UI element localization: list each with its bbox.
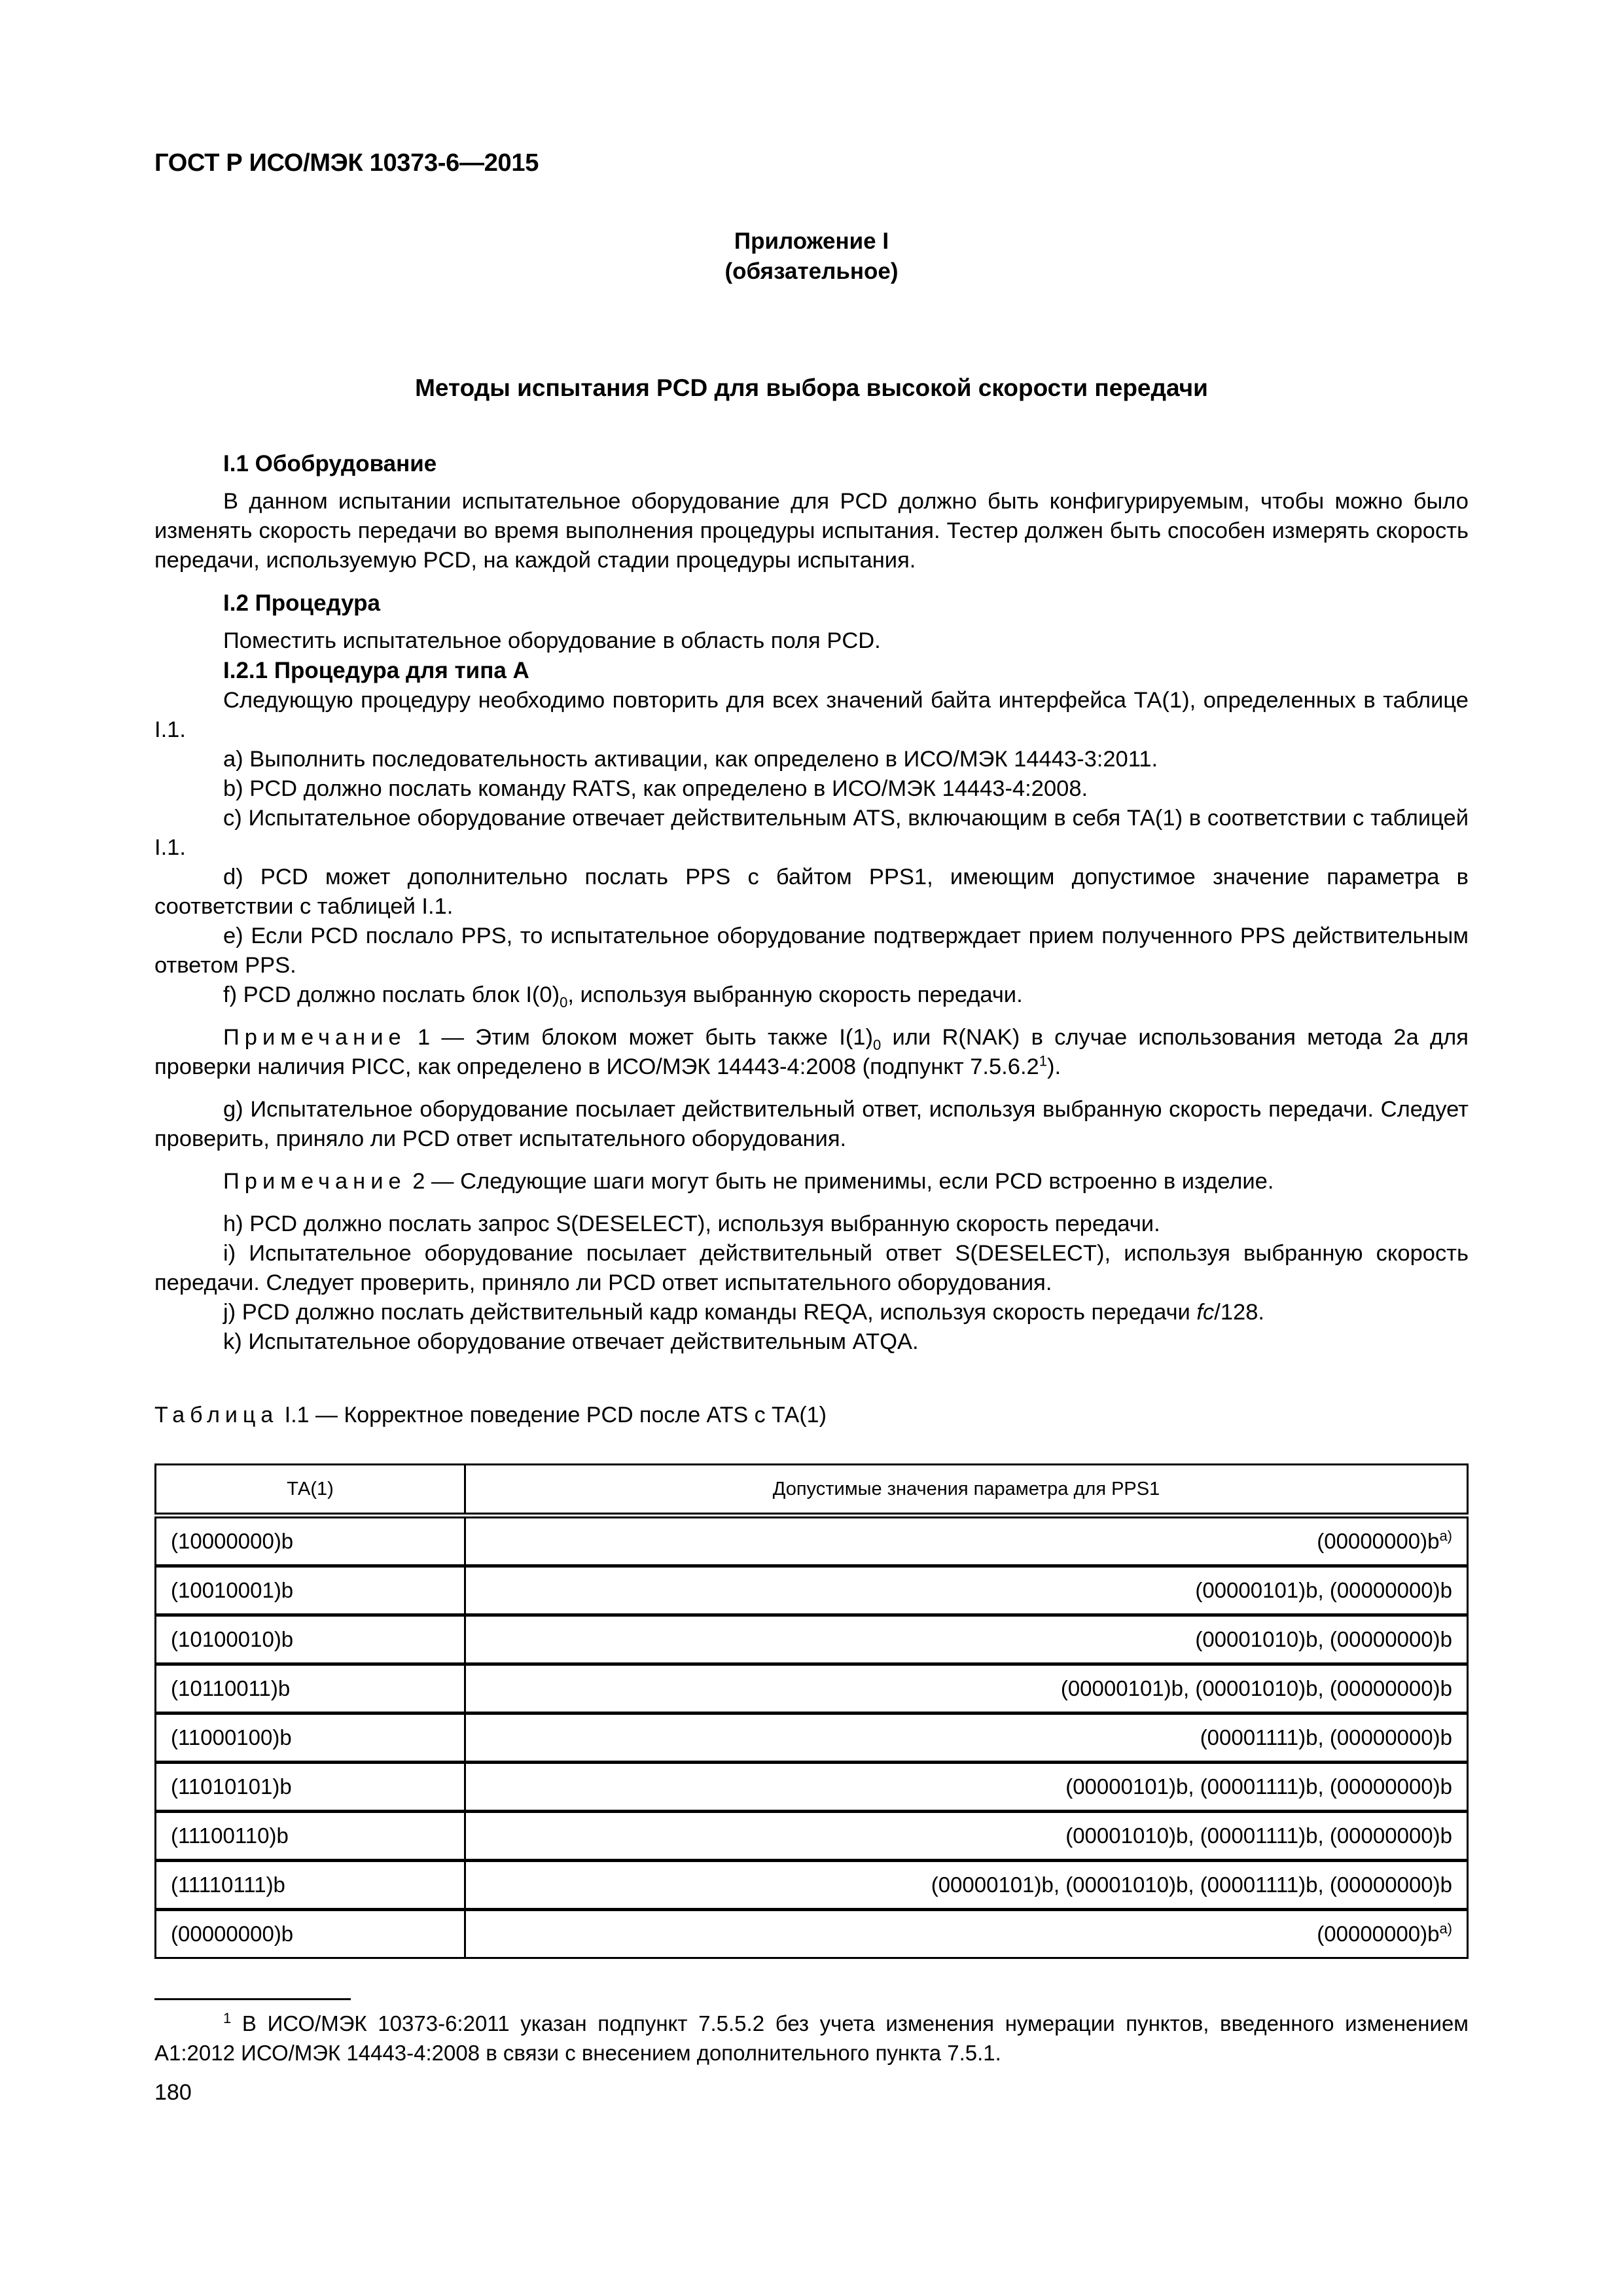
cell-pps1 (465, 1615, 1468, 1664)
section-heading-i2: I.2 Процедура (223, 590, 381, 616)
appendix-heading (0, 226, 1623, 287)
cell-pps1 (465, 1516, 1468, 1566)
cell-ta1: (11000100)b (156, 1713, 465, 1763)
cell-pps1-value: (00000000)b (1317, 1922, 1440, 1946)
step-b: b) PCD должно послать команду RATS, как определено в ИСО/МЭК 14443-4:2008. (223, 776, 1088, 801)
cell-pps1-value: (00000101)b, (00000000)b (1195, 1578, 1452, 1602)
cell-ta1: (10000000)b (156, 1516, 465, 1566)
cell-pps1 (465, 1566, 1468, 1615)
note-2-label: Примечание (223, 1169, 406, 1194)
cell-pps1-value: (00000000)b (1317, 1529, 1440, 1553)
cell-pps1-value: (00000101)b, (00001010)b, (00000000)b (1060, 1676, 1452, 1700)
cell-pps1 (465, 1763, 1468, 1812)
cell-pps1 (465, 1812, 1468, 1861)
cell-pps1 (465, 1910, 1468, 1958)
table-note-ref: a) (1439, 1528, 1452, 1544)
table-row (156, 1861, 1468, 1910)
footnote-ref[interactable]: 1 (1039, 1052, 1047, 1069)
paragraph-i1: В данном испытании испытательное оборудование для PCD должно быть конфигурируемым, чтобы можно было изменять скорость передачи во время выполнения процедуры испытания. Тестер должен быть способен измерять скорость передачи, используемую PCD, на каждой стадии процедуры испытания. (154, 489, 1469, 573)
footnote (154, 2009, 1469, 2068)
pps-table (154, 1463, 1469, 1959)
paragraph-i2: Поместить испытательное оборудование в область поля PCD. (223, 628, 881, 653)
column-header-pps1: Допустимые значения параметра для PPS1 (465, 1465, 1468, 1516)
table-caption-label: Таблица (154, 1403, 279, 1427)
note-1 (154, 1023, 1469, 1082)
footnote-marker: 1 (223, 2010, 232, 2026)
cell-ta1: (10100010)b (156, 1615, 465, 1664)
step-e: e) Если PCD послало PPS, то испытательное оборудование подтверждает прием полученного PPS действительным ответом PPS. (154, 924, 1469, 978)
table-row (156, 1763, 1468, 1812)
footnote-text: В ИСО/МЭК 10373-6:2011 указан подпункт 7.5.5.2 без учета изменения нумерации пунктов, введенного изменением А1:2012 ИСО/МЭК 14443-4:2008 в связи с внесением дополнительного пункта 7.5.1. (154, 2011, 1469, 2065)
table-caption-text: I.1 — Корректное поведение PCD после ATS с ТА(1) (278, 1403, 827, 1427)
cell-ta1: (10010001)b (156, 1566, 465, 1615)
cell-pps1 (465, 1713, 1468, 1763)
appendix-status: (обязательное) (724, 259, 899, 284)
main-title: Методы испытания PCD для выбора высокой скорости передачи (415, 374, 1208, 401)
step-f (154, 980, 1469, 1010)
footnote-separator (154, 1998, 351, 2000)
cell-pps1 (465, 1861, 1468, 1910)
step-d: d) PCD может дополнительно послать PPS с байтом PPS1, имеющим допустимое значение параметра в соответствии с таблицей I.1. (154, 865, 1469, 919)
step-f-text: f) PCD должно послать блок I(0) (223, 982, 560, 1007)
step-c: c) Испытательное оборудование отвечает действительным ATS, включающим в себя ТА(1) в соответствии с таблицей I.1. (154, 806, 1469, 860)
paragraph-i21-intro: Следующую процедуру необходимо повторить для всех значений байта интерфейса ТА(1), определенных в таблице I.1. (154, 688, 1469, 742)
step-h: h) PCD должно послать запрос S(DESELECT), используя выбранную скорость передачи. (223, 1211, 1160, 1236)
step-g: g) Испытательное оборудование посылает действительный ответ, используя выбранную скорость передачи. Следует проверить, приняло ли PCD ответ испытательного оборудования. (154, 1097, 1469, 1151)
table-row (156, 1910, 1468, 1958)
cell-pps1-value: (00000101)b, (00001111)b, (00000000)b (1065, 1774, 1452, 1799)
step-a: a) Выполнить последовательность активации, как определено в ИСО/МЭК 14443-3:2011. (223, 747, 1158, 772)
table-row (156, 1713, 1468, 1763)
cell-pps1 (465, 1664, 1468, 1713)
table-header-row (156, 1465, 1468, 1516)
note-1-subscript: 0 (872, 1036, 882, 1053)
table-caption (154, 1403, 827, 1428)
note-1-text-end: ). (1046, 1054, 1061, 1079)
cell-ta1: (11110111)b (156, 1861, 465, 1910)
step-j-text-end: /128. (1214, 1300, 1264, 1325)
step-i: i) Испытательное оборудование посылает действительный ответ S(DESELECT), используя выбранную скорость передачи. Следует проверить, приняло ли PCD ответ испытательного оборудования. (154, 1241, 1469, 1295)
column-header-ta1: ТА(1) (156, 1465, 465, 1516)
note-2 (154, 1167, 1469, 1196)
cell-ta1: (00000000)b (156, 1910, 465, 1958)
section-heading-i1: I.1 Обобрудование (223, 451, 437, 476)
body-text (154, 449, 1469, 1357)
cell-pps1-value: (00000101)b, (00001010)b, (00001111)b, (00000000)b (931, 1873, 1452, 1897)
cell-ta1: (11100110)b (156, 1812, 465, 1861)
step-j-italic: fc (1196, 1300, 1215, 1325)
cell-pps1-value: (00001010)b, (00000000)b (1195, 1627, 1452, 1651)
step-j (154, 1298, 1469, 1327)
page-number: 180 (154, 2080, 192, 2105)
note-1-text-mid: или R(NAK) в случае использования метода 2а для проверки наличия PICC, как определено в ИСО/МЭК 14443-4:2008 (подпункт 7.5.6.2 (154, 1025, 1469, 1079)
step-j-text: j) PCD должно послать действительный кадр команды REQA, используя скорость передачи (223, 1300, 1197, 1325)
table-row (156, 1812, 1468, 1861)
table-note-ref: a) (1439, 1920, 1452, 1937)
table-row (156, 1516, 1468, 1566)
table-row (156, 1615, 1468, 1664)
note-1-label: Примечание (223, 1025, 406, 1050)
document-header: ГОСТ Р ИСО/МЭК 10373-6—2015 (154, 149, 539, 177)
step-f-text-end: , используя выбранную скорость передачи. (567, 982, 1023, 1007)
cell-pps1-value: (00001010)b, (00001111)b, (00000000)b (1065, 1823, 1452, 1848)
table-row (156, 1566, 1468, 1615)
section-heading-i21: I.2.1 Процедура для типа А (223, 658, 529, 683)
note-2-text: 2 — Следующие шаги могут быть не применимы, если PCD встроенно в изделие. (406, 1169, 1274, 1194)
appendix-title: Приложение I (734, 228, 889, 254)
cell-ta1: (11010101)b (156, 1763, 465, 1812)
step-k: k) Испытательное оборудование отвечает действительным ATQA. (223, 1329, 919, 1354)
table-row (156, 1664, 1468, 1713)
cell-pps1-value: (00001111)b, (00000000)b (1200, 1725, 1452, 1749)
note-1-text: 1 — Этим блоком может быть также I(1) (406, 1025, 873, 1050)
step-f-subscript: 0 (560, 994, 568, 1011)
cell-ta1: (10110011)b (156, 1664, 465, 1713)
